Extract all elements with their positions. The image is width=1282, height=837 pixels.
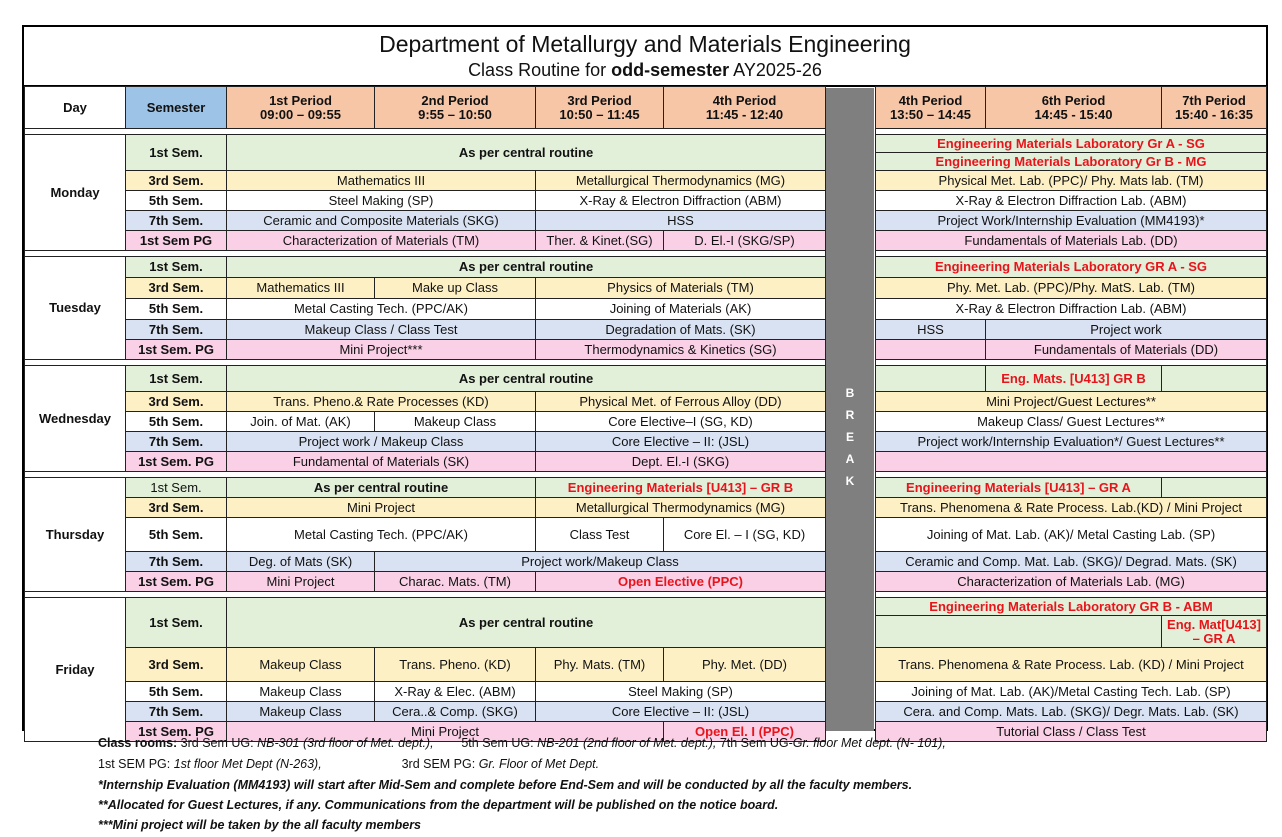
sem-label: 3rd Sem.: [126, 498, 227, 518]
class-cell: Fundamental of Materials (SK): [227, 452, 536, 472]
class-cell: HSS: [536, 211, 826, 231]
class-cell: Trans. Phenomena & Rate Process. Lab.(KD) / Mini Project: [876, 498, 1267, 518]
sem-label: 5th Sem.: [126, 682, 227, 702]
class-cell: X-Ray & Elec. (ABM): [375, 682, 536, 702]
sem-label: 7th Sem.: [126, 552, 227, 572]
note-mini-project: ***Mini project will be taken by the all faculty members: [98, 818, 422, 832]
class-cell: Make up Class: [375, 278, 536, 299]
class-cell: Project work/Internship Evaluation*/ Guest Lectures**: [876, 432, 1267, 452]
class-cell: Trans. Phenomena & Rate Process. Lab. (KD) / Mini Project: [876, 648, 1267, 682]
class-cell: Physical Met. of Ferrous Alloy (DD): [536, 392, 826, 412]
class-cell: Cera..& Comp. (SKG): [375, 702, 536, 722]
classrooms-line-2: 1st SEM PG: 1st floor Met Dept (N-263), 3rd SEM PG: Gr. Floor of Met Dept.: [98, 757, 600, 771]
sem-label: 1st Sem. PG: [126, 452, 227, 472]
sem-label: 3rd Sem.: [126, 648, 227, 682]
routine-sheet: [22, 25, 1268, 739]
class-cell: Characterization of Materials Lab. (MG): [876, 572, 1267, 592]
class-cell: Mini Project: [227, 572, 375, 592]
class-cell: Mini Project***: [227, 340, 536, 360]
class-cell: As per central routine: [227, 135, 826, 171]
class-cell: X-Ray & Electron Diffraction Lab. (ABM): [876, 299, 1267, 320]
class-cell: Engineering Materials Laboratory GR B - ABM: [876, 598, 1267, 616]
class-cell: Ther. & Kinet.(SG): [536, 231, 664, 251]
sem-label: 7th Sem.: [126, 432, 227, 452]
class-cell: Project work: [986, 320, 1267, 340]
class-cell: Ceramic and Comp. Mat. Lab. (SKG)/ Degrad. Mats. (SK): [876, 552, 1267, 572]
period1-header: 1st Period 09:00 – 09:55: [227, 87, 375, 129]
class-cell: Deg. of Mats (SK): [227, 552, 375, 572]
class-cell: Project work / Makeup Class: [227, 432, 536, 452]
class-cell: [1162, 366, 1267, 392]
sem-label: 3rd Sem.: [126, 278, 227, 299]
class-cell: Engineering Materials [U413] – GR B: [536, 478, 826, 498]
class-cell: Joining of Materials (AK): [536, 299, 826, 320]
class-cell: Degradation of Mats. (SK): [536, 320, 826, 340]
class-cell: Steel Making (SP): [227, 191, 536, 211]
class-cell: Characterization of Materials (TM): [227, 231, 536, 251]
class-cell: As per central routine: [227, 366, 826, 392]
title-block: [24, 27, 1266, 87]
period7-header: 7th Period 15:40 - 16:35: [1162, 87, 1267, 129]
class-cell: Metallurgical Thermodynamics (MG): [536, 171, 826, 191]
class-cell: Trans. Pheno. (KD): [375, 648, 536, 682]
sem-label: 1st Sem. PG: [126, 722, 227, 742]
semester-header: Semester: [126, 87, 227, 129]
period4-header: 4th Period 11:45 - 12:40: [664, 87, 826, 129]
class-cell: Mathematics III: [227, 278, 375, 299]
class-cell: Engineering Materials Laboratory Gr A - SG: [876, 135, 1267, 153]
sem-label: 1st Sem.: [126, 598, 227, 648]
class-cell: Project work/Makeup Class: [375, 552, 826, 572]
class-cell: Fundamentals of Materials (DD): [986, 340, 1267, 360]
class-cell: Project Work/Internship Evaluation (MM4193)*: [876, 211, 1267, 231]
class-cell: Engineering Materials [U413] – GR A: [876, 478, 1162, 498]
class-cell: As per central routine: [227, 598, 826, 648]
morning-table: [24, 86, 826, 742]
class-cell: Joining of Mat. Lab. (AK)/Metal Casting Tech. Lab. (SP): [876, 682, 1267, 702]
day-friday: Friday: [25, 598, 126, 742]
break-label: B R E A K: [845, 386, 855, 488]
class-cell: Eng. Mat[U413] – GR A: [1162, 616, 1267, 648]
class-cell: Makeup Class: [227, 648, 375, 682]
class-cell: Eng. Mats. [U413] GR B: [986, 366, 1162, 392]
class-cell: Makeup Class/ Guest Lectures**: [876, 412, 1267, 432]
class-cell: [876, 340, 986, 360]
class-cell: [876, 616, 1162, 648]
sem-label: 5th Sem.: [126, 299, 227, 320]
class-cell: Core El. – I (SG, KD): [664, 518, 826, 552]
sem-label: 7th Sem.: [126, 211, 227, 231]
department-title: Department of Metallurgy and Materials Engineering: [379, 31, 911, 57]
sem-label: 1st Sem.: [126, 478, 227, 498]
class-cell: As per central routine: [227, 257, 826, 278]
day-wednesday: Wednesday: [25, 366, 126, 472]
sem-label: 5th Sem.: [126, 191, 227, 211]
class-cell: Makeup Class: [227, 702, 375, 722]
class-cell: Mini Project: [227, 498, 536, 518]
class-cell: Physical Met. Lab. (PPC)/ Phy. Mats lab. (TM): [876, 171, 1267, 191]
period6-header: 6th Period 14:45 - 15:40: [986, 87, 1162, 129]
class-cell: Open El. I (PPC): [664, 722, 826, 742]
period3-header: 3rd Period 10:50 – 11:45: [536, 87, 664, 129]
note-guest-lectures: **Allocated for Guest Lectures, if any. Communications from the department will be published on the notice board.: [98, 798, 779, 812]
sem-label: 1st Sem PG: [126, 231, 227, 251]
class-cell: Mathematics III: [227, 171, 536, 191]
class-cell: Open Elective (PPC): [536, 572, 826, 592]
period5-header: 4th Period 13:50 – 14:45: [876, 87, 986, 129]
day-tuesday: Tuesday: [25, 257, 126, 360]
sem-label: 3rd Sem.: [126, 171, 227, 191]
sem-label: 5th Sem.: [126, 412, 227, 432]
class-cell: Joining of Mat. Lab. (AK)/ Metal Casting Lab. (SP): [876, 518, 1267, 552]
day-monday: Monday: [25, 135, 126, 251]
class-cell: X-Ray & Electron Diffraction Lab. (ABM): [876, 191, 1267, 211]
sem-label: 7th Sem.: [126, 320, 227, 340]
class-cell: Tutorial Class / Class Test: [876, 722, 1267, 742]
day-thursday: Thursday: [25, 478, 126, 592]
class-cell: As per central routine: [227, 478, 536, 498]
class-cell: Charac. Mats. (TM): [375, 572, 536, 592]
sem-label: 3rd Sem.: [126, 392, 227, 412]
period2-header: 2nd Period 9:55 – 10:50: [375, 87, 536, 129]
note-internship: *Internship Evaluation (MM4193) will start after Mid-Sem and complete before End-Sem and will be conducted by all the faculty members.: [98, 778, 913, 792]
class-cell: Dept. El.-I (SKG): [536, 452, 826, 472]
sem-label: 1st Sem.: [126, 257, 227, 278]
class-cell: Metal Casting Tech. (PPC/AK): [227, 518, 536, 552]
sem-label: 1st Sem. PG: [126, 572, 227, 592]
class-cell: Phy. Met. Lab. (PPC)/Phy. MatS. Lab. (TM): [876, 278, 1267, 299]
class-cell: Physics of Materials (TM): [536, 278, 826, 299]
day-header: Day: [25, 87, 126, 129]
class-cell: [1162, 478, 1267, 498]
sem-label: 1st Sem.: [126, 135, 227, 171]
class-cell: Ceramic and Composite Materials (SKG): [227, 211, 536, 231]
class-cell: Makeup Class: [227, 682, 375, 702]
sem-label: 1st Sem.: [126, 366, 227, 392]
class-cell: Core Elective – II: (JSL): [536, 702, 826, 722]
class-cell: [876, 366, 986, 392]
class-cell: Makeup Class: [375, 412, 536, 432]
class-cell: Engineering Materials Laboratory GR A - SG: [876, 257, 1267, 278]
class-cell: Phy. Met. (DD): [664, 648, 826, 682]
class-cell: Metal Casting Tech. (PPC/AK): [227, 299, 536, 320]
class-cell: Trans. Pheno.& Rate Processes (KD): [227, 392, 536, 412]
class-cell: Core Elective – II: (JSL): [536, 432, 826, 452]
sem-label: 7th Sem.: [126, 702, 227, 722]
classrooms-line-1: Class rooms: 3rd Sem UG: NB-301 (3rd floor of Met. dept.), 5th Sem UG: NB-201 (2nd floor of Met. dept.), 7th Sem UG-Gr. floor Met dept. (N- 101),: [98, 736, 946, 750]
class-cell: [876, 452, 1267, 472]
class-cell: Metallurgical Thermodynamics (MG): [536, 498, 826, 518]
class-cell: Fundamentals of Materials Lab. (DD): [876, 231, 1267, 251]
class-cell: X-Ray & Electron Diffraction (ABM): [536, 191, 826, 211]
class-cell: Phy. Mats. (TM): [536, 648, 664, 682]
sem-label: 5th Sem.: [126, 518, 227, 552]
class-cell: Mini Project: [227, 722, 664, 742]
sem-label: 1st Sem. PG: [126, 340, 227, 360]
class-cell: Thermodynamics & Kinetics (SG): [536, 340, 826, 360]
class-cell: Engineering Materials Laboratory Gr B - MG: [876, 153, 1267, 171]
class-cell: Makeup Class / Class Test: [227, 320, 536, 340]
class-cell: D. El.-I (SKG/SP): [664, 231, 826, 251]
class-cell: Cera. and Comp. Mats. Lab. (SKG)/ Degr. Mats. Lab. (SK): [876, 702, 1267, 722]
afternoon-table: [875, 86, 1267, 742]
routine-subtitle: Class Routine for odd-semester AY2025-26: [468, 60, 822, 80]
class-cell: Mini Project/Guest Lectures**: [876, 392, 1267, 412]
class-cell: HSS: [876, 320, 986, 340]
class-cell: Steel Making (SP): [536, 682, 826, 702]
class-cell: Core Elective–I (SG, KD): [536, 412, 826, 432]
class-cell: Class Test: [536, 518, 664, 552]
class-cell: Join. of Mat. (AK): [227, 412, 375, 432]
